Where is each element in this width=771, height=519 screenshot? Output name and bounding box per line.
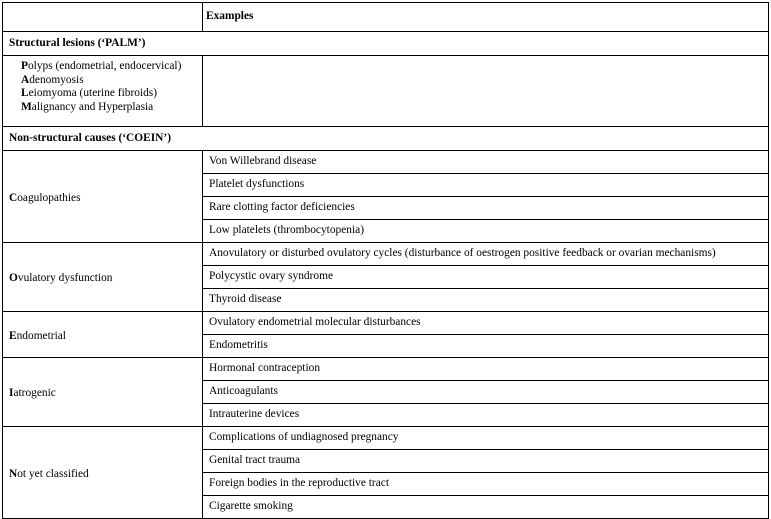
- example-cell: Anovulatory or disturbed ovulatory cycles (disturbance of oestrogen positive feedback or ovarian mechanisms): [203, 243, 769, 266]
- palm-row: [3, 56, 769, 127]
- cause-cell: Not yet classified: [3, 427, 203, 519]
- header-cause-cell: [3, 3, 203, 32]
- section-heading-nonstructural: Non-structural causes (‘COEIN’): [3, 127, 769, 151]
- example-row: [3, 427, 769, 450]
- example-cell: Ovulatory endometrial molecular disturbances: [203, 312, 769, 335]
- example-row: [3, 243, 769, 266]
- example-row: [3, 312, 769, 335]
- example-cell: Platelet dysfunctions: [203, 174, 769, 197]
- example-cell: Polycystic ovary syndrome: [203, 266, 769, 289]
- example-cell: Genital tract trauma: [203, 450, 769, 473]
- cause-cell: Iatrogenic: [3, 358, 203, 427]
- palm-item: Malignancy and Hyperplasia: [21, 101, 154, 114]
- palm-item: Adenomyosis: [21, 73, 84, 86]
- palm-item: Leiomyoma (uterine fibroids): [21, 87, 158, 100]
- example-cell: Foreign bodies in the reproductive tract: [203, 473, 769, 496]
- cause-cell: Ovulatory dysfunction: [3, 243, 203, 312]
- example-cell: Low platelets (thrombocytopenia): [203, 220, 769, 243]
- aub-causes-table: [2, 2, 769, 519]
- example-row: [3, 358, 769, 381]
- palm-examples-empty: [203, 56, 769, 127]
- example-cell: Complications of undiagnosed pregnancy: [203, 427, 769, 450]
- palm-list: [3, 56, 203, 127]
- example-cell: Cigarette smoking: [203, 496, 769, 519]
- palm-item: Polyps (endometrial, endocervical): [21, 60, 182, 72]
- example-cell: Intrauterine devices: [203, 404, 769, 427]
- example-cell: Endometritis: [203, 335, 769, 358]
- example-cell: Hormonal contraception: [203, 358, 769, 381]
- example-cell: Von Willebrand disease: [203, 151, 769, 174]
- header-row: [3, 3, 769, 32]
- section-heading-structural: Structural lesions (‘PALM’): [3, 32, 769, 56]
- example-cell: Thyroid disease: [203, 289, 769, 312]
- section-row-nonstructural: [3, 127, 769, 151]
- cause-cell: Coagulopathies: [3, 151, 203, 243]
- example-cell: Anticoagulants: [203, 381, 769, 404]
- cause-cell: Endometrial: [3, 312, 203, 358]
- header-examples-cell: Examples: [203, 3, 769, 32]
- section-row-structural: [3, 32, 769, 56]
- example-row: [3, 151, 769, 174]
- example-cell: Rare clotting factor deficiencies: [203, 197, 769, 220]
